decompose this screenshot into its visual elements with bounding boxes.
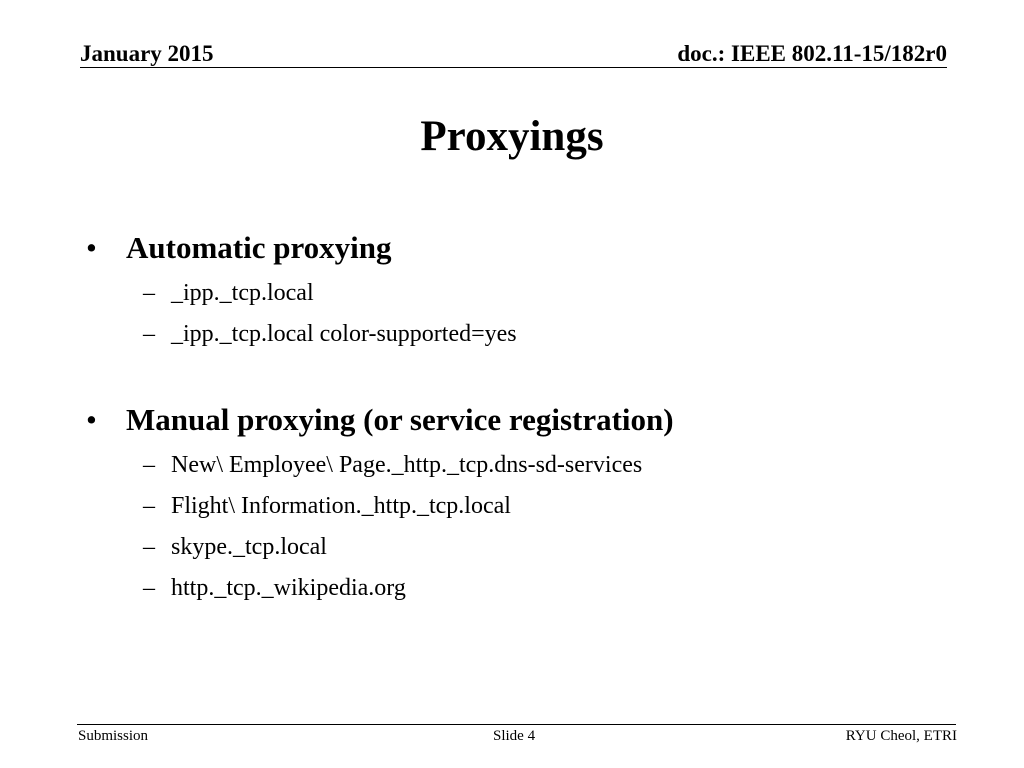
dash-marker: – xyxy=(143,575,155,601)
slide-title: Proxyings xyxy=(420,113,604,160)
footer-author: RYU Cheol, ETRI xyxy=(845,728,957,744)
sub-item xyxy=(0,534,1024,564)
bullet-marker: • xyxy=(86,230,97,265)
footer-divider xyxy=(77,724,956,725)
dash-marker: – xyxy=(143,493,155,519)
bullet-item xyxy=(0,402,1024,442)
dash-marker: – xyxy=(143,452,155,478)
sub-item-text: _ipp._tcp.local xyxy=(171,280,314,306)
dash-marker: – xyxy=(143,534,155,560)
dash-marker: – xyxy=(143,321,155,347)
sub-item-text: Flight\ Information._http._tcp.local xyxy=(171,493,511,519)
sub-item xyxy=(0,452,1024,482)
bullet-marker: • xyxy=(86,402,97,437)
sub-item-text: _ipp._tcp.local color-supported=yes xyxy=(171,321,517,347)
bullet-heading: Manual proxying (or service registration) xyxy=(126,402,674,437)
header-doc-id: doc.: IEEE 802.11-15/182r0 xyxy=(677,41,947,66)
footer-slide-number: Slide 4 xyxy=(493,728,536,744)
header-date: January 2015 xyxy=(80,41,214,66)
sub-item-text: skype._tcp.local xyxy=(171,534,327,560)
header-divider xyxy=(80,67,947,68)
footer-submission: Submission xyxy=(78,728,149,744)
sub-item xyxy=(0,321,1024,351)
sub-item xyxy=(0,280,1024,310)
bullet-heading: Automatic proxying xyxy=(126,230,392,265)
dash-marker: – xyxy=(143,280,155,306)
bullet-item xyxy=(0,230,1024,270)
sub-item xyxy=(0,575,1024,605)
sub-item-text: New\ Employee\ Page._http._tcp.dns-sd-services xyxy=(171,452,643,478)
sub-item-text: http._tcp._wikipedia.org xyxy=(171,575,406,601)
sub-item xyxy=(0,493,1024,523)
